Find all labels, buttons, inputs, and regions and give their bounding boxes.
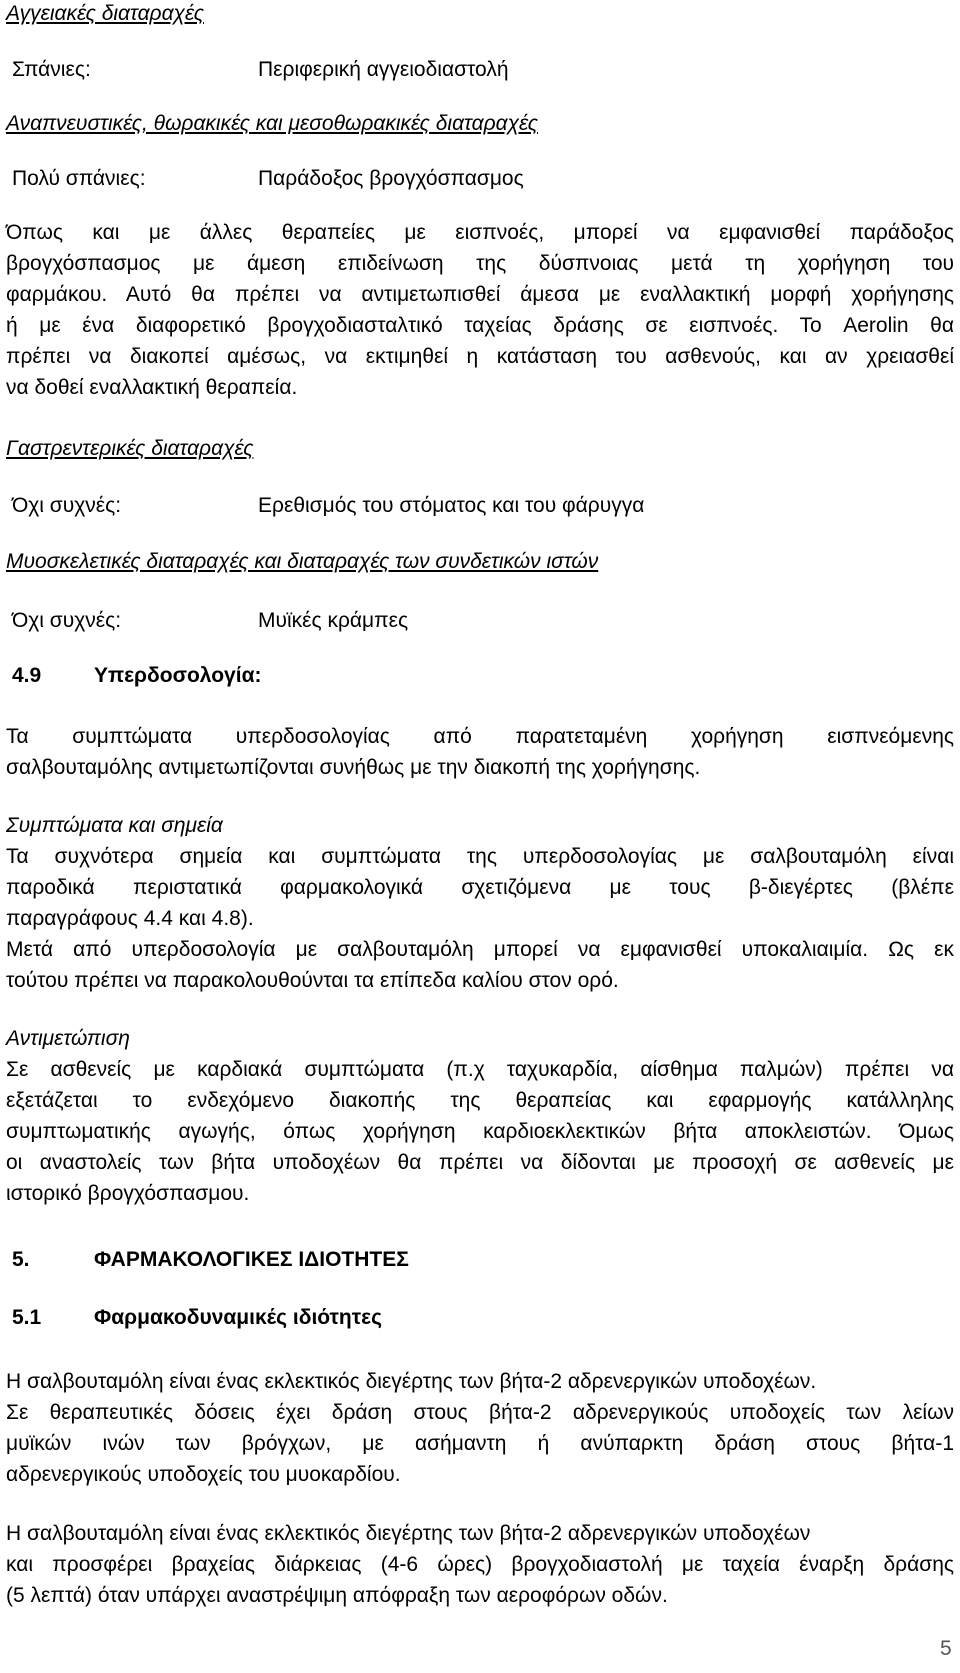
paragraph-line: ή με ένα διαφορετικό βρογχοδιασταλτικό ταχείας δράσης σε εισπνοές. Το Aerolin θα bbox=[6, 314, 954, 337]
paragraph-line: αδρενεργικούς υποδοχείς του μυοκαρδίου. bbox=[6, 1463, 401, 1486]
frequency-label: Σπάνιες: bbox=[12, 58, 91, 81]
heading-musculoskeletal-disorders: Μυοσκελετικές διαταραχές και διαταραχές των συνδετικών ιστών bbox=[6, 550, 599, 573]
paragraph-line: παροδικά περιστατικά φαρμακολογικά σχετιζόμενα με τους β-διεγέρτες (βλέπε bbox=[6, 876, 954, 899]
section-title: ΦΑΡΜΑΚΟΛΟΓΙΚΕΣ ΙΔΙΟΤΗΤΕΣ bbox=[94, 1248, 409, 1271]
paragraph-line: Η σαλβουταμόλη είναι ένας εκλεκτικός διεγέρτης των βήτα-2 αδρενεργικών υποδοχέων bbox=[6, 1522, 811, 1545]
paragraph-line: Σε ασθενείς με καρδιακά συμπτώματα (π.χ ταχυκαρδία, αίσθημα παλμών) πρέπει να bbox=[6, 1058, 954, 1081]
section-number: 5. bbox=[12, 1248, 30, 1271]
paragraph-line: ιστορικό βρογχόσπασμου. bbox=[6, 1182, 250, 1205]
section-title: Υπερδοσολογία: bbox=[94, 664, 262, 687]
paragraph-line: βρογχόσπασμος με άμεση επιδείνωση της δύσπνοιας μετά τη χορήγηση του bbox=[6, 252, 954, 275]
paragraph-line: και προσφέρει βραχείας διάρκειας (4-6 ώρες) βρογχοδιαστολή με ταχεία έναρξη δράσης bbox=[6, 1553, 954, 1576]
subheading-treatment: Αντιμετώπιση bbox=[6, 1027, 130, 1050]
paragraph-line: σαλβουταμόλης αντιμετωπίζονται συνήθως με την διακοπή της χορήγησης. bbox=[6, 756, 701, 779]
paragraph-line: Η σαλβουταμόλη είναι ένας εκλεκτικός διεγέρτης των βήτα-2 αδρενεργικών υποδοχέων. bbox=[6, 1370, 817, 1393]
paragraph-line: παραγράφους 4.4 και 4.8). bbox=[6, 907, 254, 930]
frequency-label: Όχι συχνές: bbox=[12, 494, 122, 517]
adverse-effect: Μυϊκές κράμπες bbox=[258, 609, 409, 632]
frequency-label: Όχι συχνές: bbox=[12, 609, 122, 632]
adverse-effect: Ερεθισμός του στόματος και του φάρυγγα bbox=[258, 494, 645, 517]
paragraph-line: συμπτωματικής αγωγής, όπως χορήγηση καρδιοεκλεκτικών βήτα αποκλειστών. Όμως bbox=[6, 1120, 954, 1143]
paragraph-line: Τα συμπτώματα υπερδοσολογίας από παρατεταμένη χορήγηση εισπνεόμενης bbox=[6, 725, 954, 748]
heading-vascular-disorders: Αγγειακές διαταραχές bbox=[6, 2, 204, 25]
paragraph-line: τούτου πρέπει να παρακολουθούνται τα επίπεδα καλίου στον ορό. bbox=[6, 969, 619, 992]
section-title: Φαρμακοδυναμικές ιδιότητες bbox=[94, 1306, 383, 1329]
paragraph-line: να δοθεί εναλλακτική θεραπεία. bbox=[6, 376, 298, 399]
paragraph-line: Σε θεραπευτικές δόσεις έχει δράση στους βήτα-2 αδρενεργικούς υποδοχείς των λείων bbox=[6, 1401, 954, 1424]
paragraph-line: πρέπει να διακοπεί αμέσως, να εκτιμηθεί η κατάσταση του ασθενούς, και αν χρειασθεί bbox=[6, 345, 954, 368]
paragraph-line: Τα συχνότερα σημεία και συμπτώματα της υπερδοσολογίας με σαλβουταμόλη είναι bbox=[6, 845, 954, 868]
paragraph-line: μυϊκών ινών των βρόγχων, με ασήμαντη ή ανύπαρκτη δράση στους βήτα-1 bbox=[6, 1432, 954, 1455]
paragraph-line: εξετάζεται το ενδεχόμενο διακοπής της θεραπείας και εφαρμογής κατάλληλης bbox=[6, 1089, 954, 1112]
paragraph-line: φαρμάκου. Αυτό θα πρέπει να αντιμετωπισθεί άμεσα με εναλλακτική μορφή χορήγησης bbox=[6, 283, 954, 306]
section-number: 5.1 bbox=[12, 1306, 42, 1329]
subheading-signs-symptoms: Συμπτώματα και σημεία bbox=[6, 814, 223, 837]
paragraph-line: Όπως και με άλλες θεραπείες με εισπνοές, μπορεί να εμφανισθεί παράδοξος bbox=[6, 221, 954, 244]
adverse-effect: Παράδοξος βρογχόσπασμος bbox=[258, 167, 524, 190]
section-number: 4.9 bbox=[12, 664, 42, 687]
frequency-label: Πολύ σπάνιες: bbox=[12, 167, 146, 190]
heading-respiratory-disorders: Αναπνευστικές, θωρακικές και μεσοθωρακικές διαταραχές bbox=[6, 112, 538, 135]
paragraph-line: οι αναστολείς των βήτα υποδοχέων θα πρέπει να δίδονται με προσοχή σε ασθενείς με bbox=[6, 1151, 954, 1174]
paragraph-line: (5 λεπτά) όταν υπάρχει αναστρέψιμη απόφραξη των αεροφόρων οδών. bbox=[6, 1584, 668, 1607]
page-number: 5 bbox=[940, 1637, 952, 1660]
heading-gastrointestinal-disorders: Γαστρεντερικές διαταραχές bbox=[6, 437, 254, 460]
paragraph-line: Μετά από υπερδοσολογία με σαλβουταμόλη μπορεί να εμφανισθεί υποκαλιαιμία. Ως εκ bbox=[6, 938, 954, 961]
adverse-effect: Περιφερική αγγειοδιαστολή bbox=[258, 58, 509, 81]
